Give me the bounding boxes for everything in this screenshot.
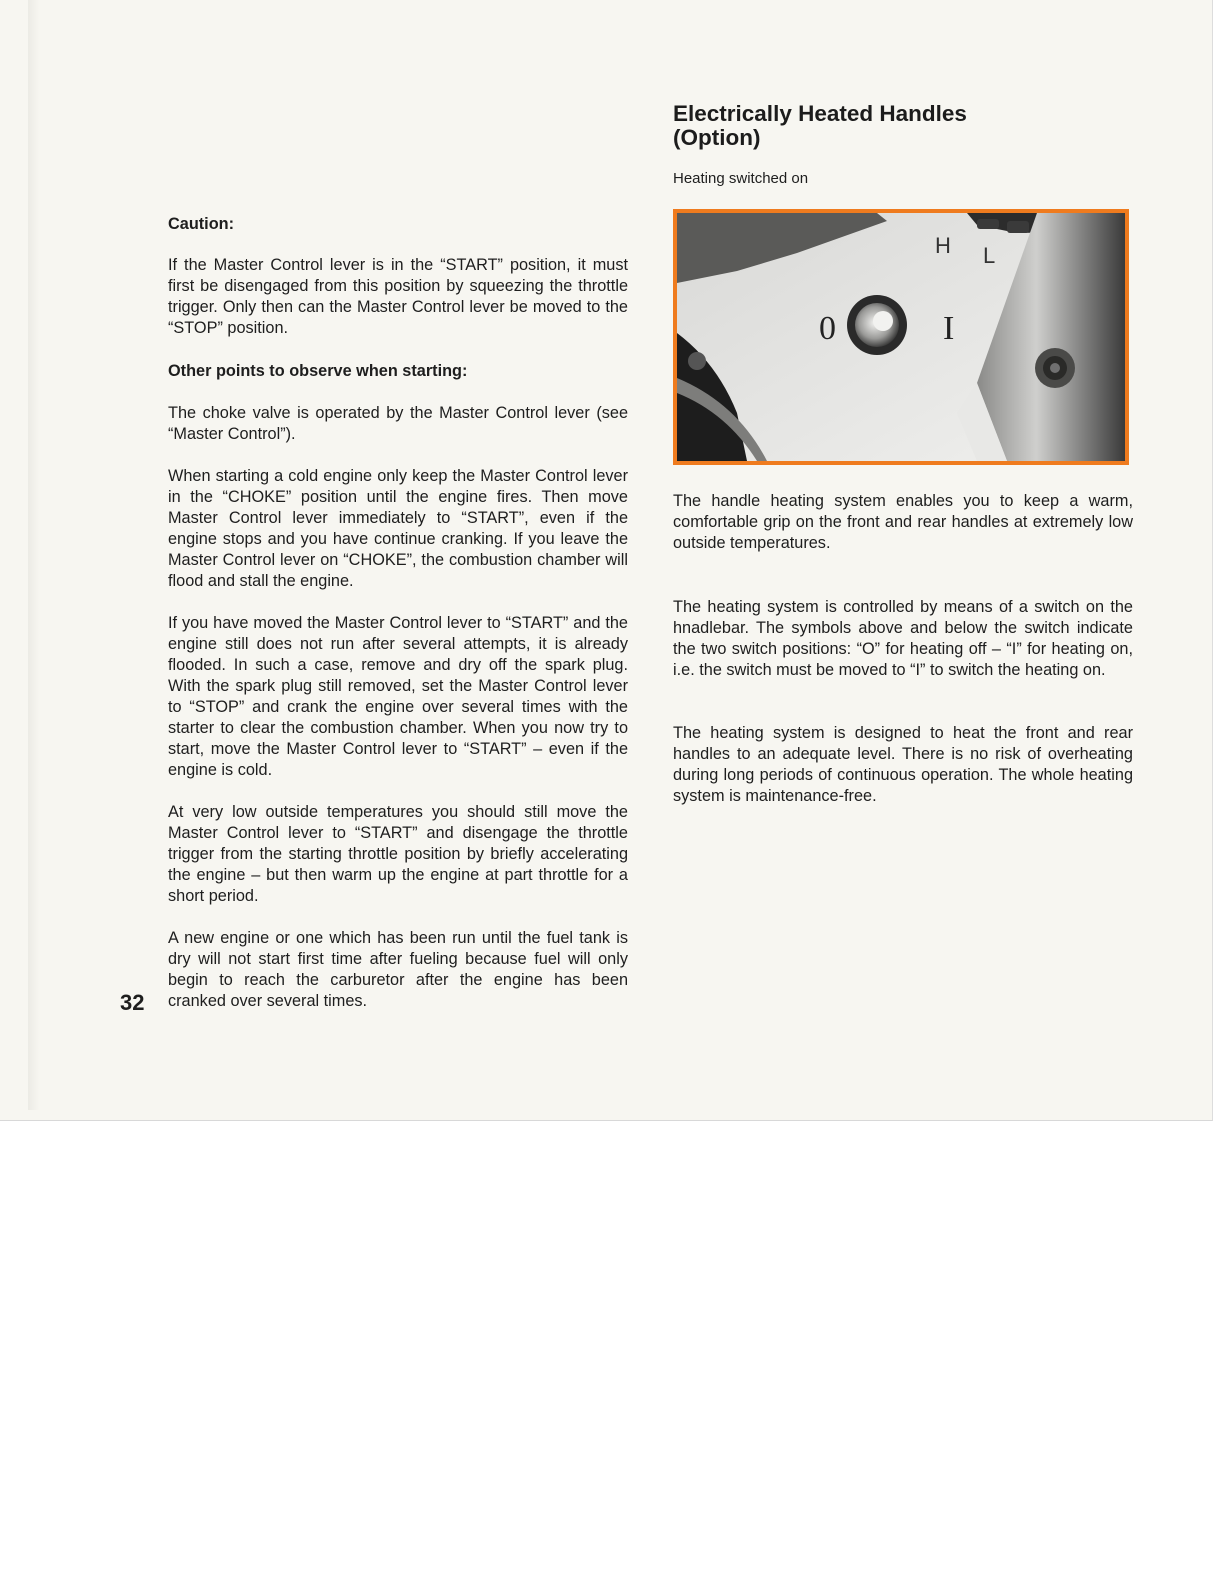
right-paragraph: The handle heating system enables you to keep a warm, comfortable grip on the front and rear handles at extremely low outside temperatures. [673, 492, 1133, 552]
caution-heading: Caution: [168, 215, 235, 233]
photo-label-l: L [983, 243, 996, 268]
other-points-heading: Other points to observe when starting: [168, 362, 468, 380]
photo-label-off: 0 [819, 310, 836, 347]
left-paragraph: A new engine or one which has been run until the fuel tank is dry will not start first time after fueling because fuel will only begin to reach the carburetor after the engine has been cranked over several times. [168, 929, 628, 1010]
right-paragraph: The heating system is designed to heat the front and rear handles to an adequate level. There is no risk of overheating during long periods of continuous operation. The whole heating system is maintenance-free. [673, 724, 1133, 805]
caution-text: If the Master Control lever is in the “START” position, it must first be disengaged from this position by squeezing the throttle trigger. Only then can the Master Control lever be moved to the “STOP” position. [168, 256, 628, 337]
section-title [673, 102, 1133, 150]
photo-label-h: H [935, 233, 951, 258]
left-paragraph: When starting a cold engine only keep the Master Control lever in the “CHOKE” position until the engine fires. Then move Master Control lever immediately to “START”, even if the engine stops and you have continue cranking. If you leave the Master Control lever on “CHOKE”, the combustion chamber will flood and stall the engine. [168, 467, 628, 590]
left-column [168, 214, 628, 1012]
left-paragraph: If you have moved the Master Control lever to “START” and the engine still does not run after several attempts, it is already flooded. In such a case, remove and dry off the spark plug. With the spark plug still removed, set the Master Control lever to “STOP” and crank the engine over several times with the starter to clear the combustion chamber. When you now try to start, move the Master Control lever to “START” – even if the engine is cold. [168, 614, 628, 779]
page-spine [28, 0, 40, 1110]
left-paragraph: At very low outside temperatures you should still move the Master Control lever to “START” and disengage the throttle trigger from the starting throttle position by briefly accelerating the engine – but then warm up the engine at part throttle for a short period. [168, 803, 628, 905]
photo-caption: Heating switched on [673, 170, 809, 187]
photo-label-on: I [943, 310, 955, 347]
right-column [673, 102, 1133, 807]
switch-photo-illustration [677, 213, 1125, 461]
section-title-line2: (Option) [673, 125, 761, 150]
left-paragraph: The choke valve is operated by the Master Control lever (see “Master Control”). [168, 404, 628, 443]
right-paragraph: The heating system is controlled by means of a switch on the hnadlebar. The symbols above and below the switch indicate the two switch positions: “O” for heating off – “I” for heating on, i.e. the switch must be moved to “I” to switch the heating on. [673, 598, 1133, 679]
section-title-line1: Electrically Heated Handles [673, 101, 967, 126]
heated-handle-switch-photo [673, 209, 1129, 465]
page-number: 32 [120, 990, 145, 1015]
